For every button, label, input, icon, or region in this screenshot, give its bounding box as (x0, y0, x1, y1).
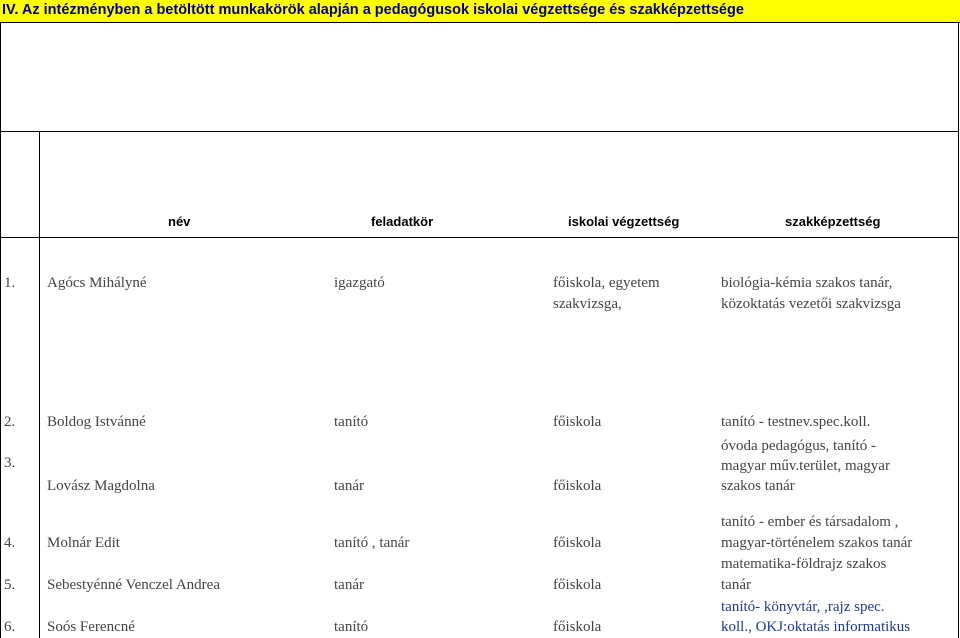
row-4-qualification-line-2: magyar-történelem szakos tanár (721, 535, 913, 551)
row-5-qualification-line-2: tanár (721, 577, 751, 593)
row-2-role: tanító (334, 414, 369, 430)
row-2-qualification: tanító - testnev.spec.koll. (721, 414, 871, 430)
row-3-education: főiskola (553, 478, 602, 494)
page-title: IV. Az intézményben a betöltött munkakörök alapján a pedagógusok iskolai végzettsége és szakképzettsége (2, 2, 744, 18)
row-6-qualification-line-2: koll., OKJ:oktatás informatikus (721, 619, 911, 635)
header-education: iskolai végzettség (568, 214, 680, 229)
table-rule-header (0, 237, 959, 238)
row-1-education-line-1: főiskola, egyetem (553, 275, 660, 291)
row-4-name: Molnár Edit (47, 535, 120, 551)
row-5-name: Sebestyénné Venczel Andrea (47, 577, 220, 593)
row-3-qualification-line-2: magyar műv.terület, magyar (721, 458, 890, 474)
row-1-qualification-line-2: közoktatás vezetői szakvizsga (721, 296, 901, 312)
row-2-name: Boldog Istvánné (47, 414, 146, 430)
table-left-border (0, 22, 1, 638)
row-1-number: 1. (4, 275, 16, 291)
row-5-number: 5. (4, 577, 16, 593)
row-3-role: tanár (334, 478, 364, 494)
row-4-qualification-line-1: tanító - ember és társadalom , (721, 514, 899, 530)
row-5-role: tanár (334, 577, 364, 593)
table-right-border (958, 22, 959, 638)
row-2-education: főiskola (553, 414, 602, 430)
row-1-name: Agócs Mihályné (47, 275, 147, 291)
row-1-qualification-line-1: biológia-kémia szakos tanár, (721, 275, 893, 291)
title-bar (0, 0, 960, 23)
row-3-number: 3. (4, 455, 16, 471)
row-2-number: 2. (4, 414, 16, 430)
row-3-qualification-line-3: szakos tanár (721, 478, 795, 494)
header-role: feladatkör (371, 214, 434, 229)
row-6-name: Soós Ferencné (47, 619, 135, 635)
header-name: név (168, 214, 191, 229)
row-1-education-line-2: szakvizsga, (553, 296, 622, 312)
row-4-role: tanító , tanár (334, 535, 410, 551)
row-4-number: 4. (4, 535, 16, 551)
row-5-education: főiskola (553, 577, 602, 593)
numbers-column-border (39, 131, 40, 638)
header-qualification: szakképzettség (785, 214, 881, 229)
row-6-role: tanító (334, 619, 369, 635)
row-6-qualification-line-1: tanító- könyvtár, ,rajz spec. (721, 599, 885, 615)
row-5-qualification-line-1: matematika-földrajz szakos (721, 556, 887, 572)
row-4-education: főiskola (553, 535, 602, 551)
row-3-name: Lovász Magdolna (47, 478, 155, 494)
table-rule-top (0, 131, 959, 132)
row-6-number: 6. (4, 619, 16, 635)
row-6-education: főiskola (553, 619, 602, 635)
row-3-qualification-line-1: óvoda pedagógus, tanító - (721, 438, 876, 454)
row-1-role: igazgató (334, 275, 385, 291)
